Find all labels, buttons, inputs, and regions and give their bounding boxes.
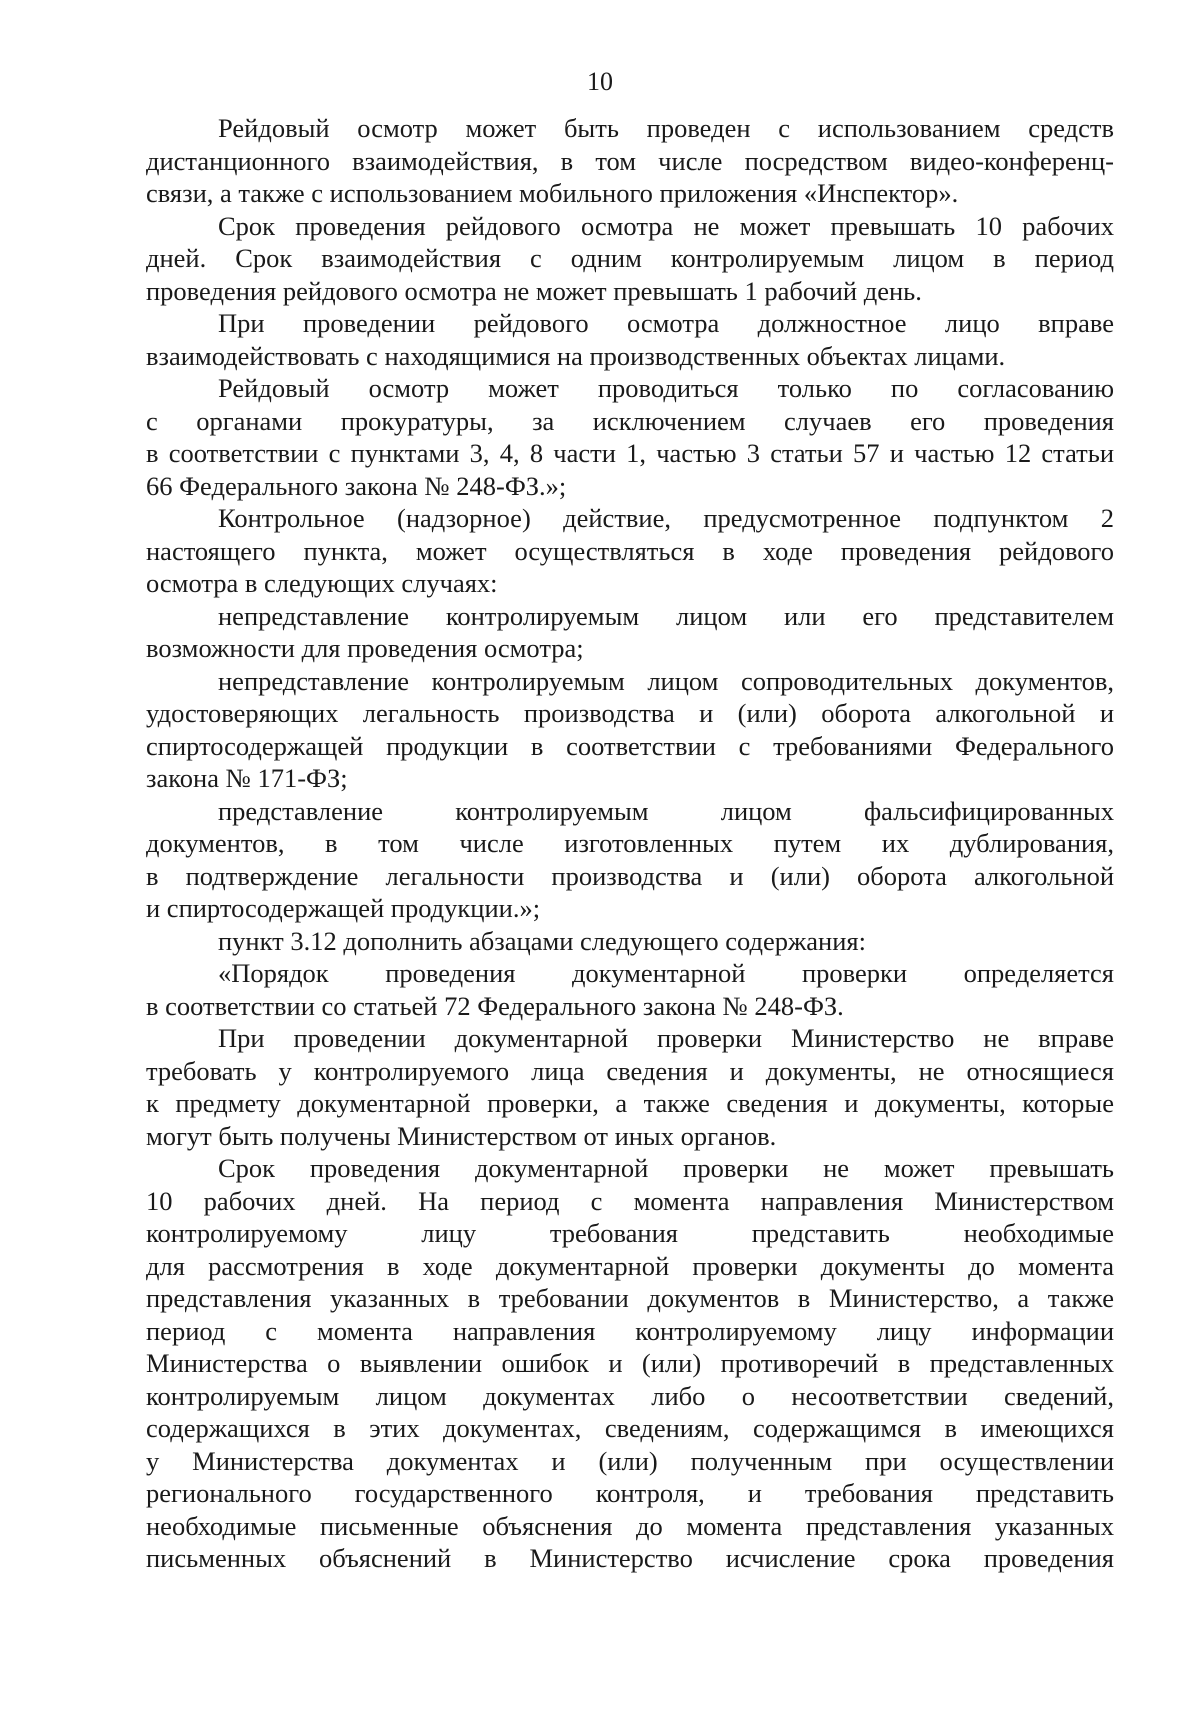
text-line: Министерства о выявлении ошибок и (или) противоречий в представленных xyxy=(146,1348,1114,1378)
text-line: представления указанных в требовании документов в Министерство, а также xyxy=(146,1283,1114,1313)
text-line: При проведении рейдового осмотра должностное лицо вправе xyxy=(218,308,1114,338)
text-line: в соответствии со статьей 72 Федерального закона № 248-ФЗ. xyxy=(146,990,844,1021)
text-line: проведения рейдового осмотра не может превышать 1 рабочий день. xyxy=(146,275,922,306)
text-line: с органами прокуратуры, за исключением случаев его проведения xyxy=(146,405,1114,436)
text-line: и спиртосодержащей продукции.»; xyxy=(146,893,541,923)
text-line: возможности для проведения осмотра; xyxy=(146,633,584,663)
text-line: При проведении документарной проверки Министерство не вправе xyxy=(218,1023,1114,1053)
text-line: 66 Федерального закона № 248-ФЗ.»; xyxy=(146,470,567,501)
text-line: требовать у контролируемого лица сведения и документы, не относящиеся xyxy=(146,1055,1114,1086)
text-line: письменных объяснений в Министерство исчисление срока проведения xyxy=(146,1543,1114,1573)
text-line: регионального государственного контроля, и требования представить xyxy=(146,1478,1114,1508)
text-line: спиртосодержащей продукции в соответствии с требованиями Федерального xyxy=(146,730,1114,761)
text-line: закона № 171-ФЗ; xyxy=(146,763,348,793)
text-line: Срок проведения документарной проверки не может превышать xyxy=(218,1153,1114,1183)
text-line: осмотра в следующих случаях: xyxy=(146,568,498,598)
text-line: непредставление контролируемым лицом или его представителем xyxy=(218,600,1114,631)
text-line: могут быть получены Министерством от иных органов. xyxy=(146,1120,777,1151)
text-line: содержащихся в этих документах, сведениям, содержащимся в имеющихся xyxy=(146,1413,1114,1443)
text-line: Срок проведения рейдового осмотра не может превышать 10 рабочих xyxy=(218,210,1114,241)
text-line: непредставление контролируемым лицом сопроводительных документов, xyxy=(218,665,1114,696)
text-line: Рейдовый осмотр может быть проведен с использованием средств xyxy=(218,113,1114,143)
document-body xyxy=(146,112,1114,1575)
text-line: для рассмотрения в ходе документарной проверки документы до момента xyxy=(146,1250,1114,1281)
page-number: 10 xyxy=(587,67,613,96)
text-line: 10 рабочих дней. На период с момента направления Министерством xyxy=(146,1185,1114,1216)
text-line: в подтверждение легальности производства и (или) оборота алкогольной xyxy=(146,860,1114,891)
text-line: удостоверяющих легальность производства и (или) оборота алкогольной и xyxy=(146,698,1114,728)
text-line: в соответствии с пунктами 3, 4, 8 части 1, частью 3 статьи 57 и частью 12 статьи xyxy=(146,438,1114,468)
text-line: необходимые письменные объяснения до момента представления указанных xyxy=(146,1510,1114,1541)
text-line: у Министерства документах и (или) полученным при осуществлении xyxy=(146,1445,1114,1476)
text-line: контролируемым лицом документах либо о несоответствии сведений, xyxy=(146,1380,1114,1411)
text-line: контролируемому лицу требования представить необходимые xyxy=(146,1218,1114,1248)
text-line: пункт 3.12 дополнить абзацами следующего содержания: xyxy=(218,925,866,956)
text-line: «Порядок проведения документарной проверки определяется xyxy=(218,958,1114,988)
text-line: дистанционного взаимодействия, в том числе посредством видео-конференц- xyxy=(146,145,1114,176)
text-line: документов, в том числе изготовленных путем их дублирования, xyxy=(146,828,1114,858)
text-line: к предмету документарной проверки, а также сведения и документы, которые xyxy=(146,1088,1114,1118)
text-line: Контрольное (надзорное) действие, предусмотренное подпунктом 2 xyxy=(218,503,1114,533)
text-line: связи, а также с использованием мобильного приложения «Инспектор». xyxy=(146,178,959,208)
text-line: взаимодействовать с находящимися на производственных объектах лицами. xyxy=(146,340,1006,371)
text-line: настоящего пункта, может осуществляться в ходе проведения рейдового xyxy=(146,535,1114,566)
text-line: период с момента направления контролируемому лицу информации xyxy=(146,1315,1114,1346)
text-line: дней. Срок взаимодействия с одним контролируемым лицом в период xyxy=(146,243,1114,273)
text-line: Рейдовый осмотр может проводиться только по согласованию xyxy=(218,373,1114,403)
text-line: представление контролируемым лицом фальсифицированных xyxy=(218,795,1114,826)
